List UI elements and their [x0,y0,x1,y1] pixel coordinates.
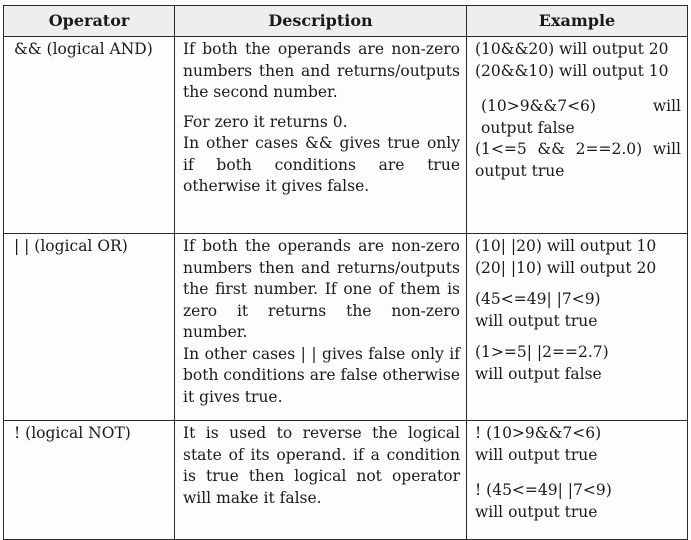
example-text: (10>9&&7<6) will output false [481,97,681,137]
header-operator: Operator [4,6,175,37]
example-text: will output true [475,502,598,521]
example-text: (20&&10) will output 10 [475,61,669,80]
example-text: (10| |20) will output 10 [475,237,657,255]
description-text: If both the operands are non-zero numbers then and returns/outputs the first number. If one of them is zero it returns the non-zero number. [183,237,460,341]
table-row [4,37,688,234]
example-text: (20| |10) will output 20 [475,258,657,277]
table-row [4,421,688,540]
example-cell [467,37,688,234]
operator-cell [4,37,175,234]
example-cell [467,421,688,540]
header-description: Description [175,6,467,37]
description-cell [175,234,467,421]
operator-name: | | (logical OR) [14,237,128,255]
description-text: It is used to reverse the logical state of its operand. if a condition is true then logical not operator will make it false. [183,424,460,507]
operator-cell [4,421,175,540]
description-text: In other cases | | gives false only if both conditions are false otherwise it gives true. [183,344,460,406]
description-text: In other cases && gives true only if both conditions are true otherwise it gives false. [183,134,460,195]
example-text: ! (45<=49| |7<9) [475,481,612,499]
example-text: (45<=49| |7<9) [475,290,601,308]
logical-operators-table [3,5,688,540]
example-text: will output true [475,311,598,330]
header-example: Example [467,6,688,37]
description-cell [175,421,467,540]
example-text: ! (10>9&&7<6) [475,424,602,442]
example-text: (1<=5 && 2==2.0) will output true [475,140,681,180]
example-text: will output false [475,364,602,383]
description-text: For zero it returns 0. [183,112,348,131]
operator-name: && (logical AND) [14,40,153,58]
example-text: (1>=5| |2==2.7) [475,343,609,361]
description-text: If both the operands are non-zero numbers then and returns/outputs the second number. [183,40,460,101]
example-text: will output true [475,445,598,464]
table-header-row [4,6,688,37]
table-row [4,234,688,421]
operator-cell [4,234,175,421]
description-cell [175,37,467,234]
example-text: (10&&20) will output 20 [475,40,669,58]
example-cell [467,234,688,421]
operator-name: ! (logical NOT) [14,424,131,442]
